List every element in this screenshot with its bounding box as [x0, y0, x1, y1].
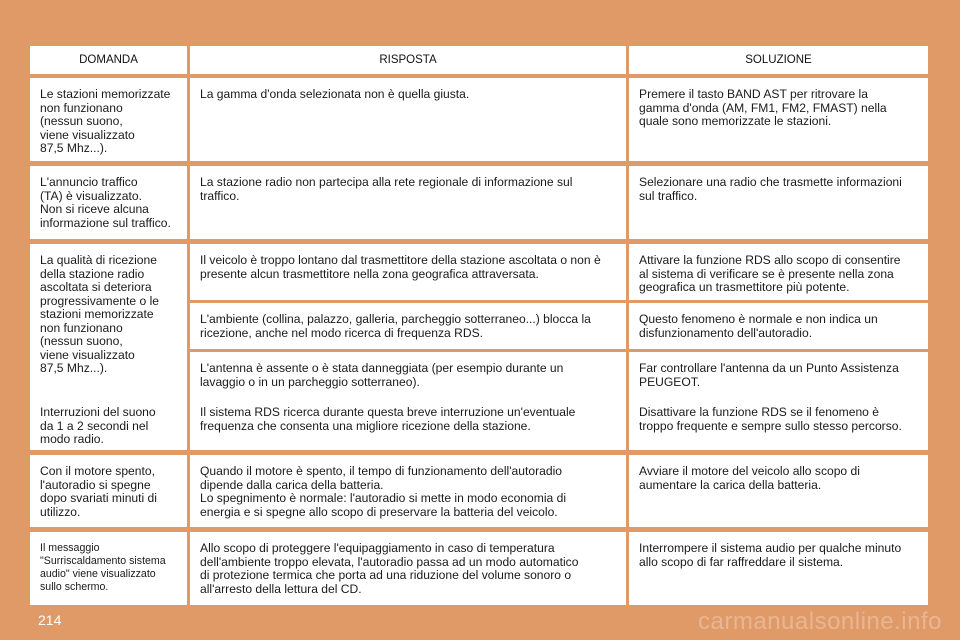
solution-cell: Far controllare l'antenna da un Punto Assistenza PEUGEOT.	[629, 352, 928, 399]
answer-cell: La stazione radio non partecipa alla rete regionale di informazione sul traffico.	[190, 166, 626, 239]
solution-cell: Premere il tasto BAND AST per ritrovare la gamma d'onda (AM, FM1, FM2, FMAST) nella quale sono memorizzate le stazioni.	[629, 78, 928, 161]
answer-cell: Quando il motore è spento, il tempo di funzionamento dell'autoradio dipende dalla carica della batteria. Lo spegnimento è normale: l'autoradio si mette in modo economia di energia e si spegne allo scopo di preservare la batteria del veicolo.	[190, 455, 626, 527]
answer-cell: La gamma d'onda selezionata non è quella giusta.	[190, 78, 626, 161]
answer-cell: Il sistema RDS ricerca durante questa breve interruzione un'eventuale frequenza che consenta una migliore ricezione della stazione.	[190, 396, 626, 450]
question-cell: La qualità di ricezione della stazione radio ascoltata si deteriora progressivamente o le stazioni memorizzate non funzionano (nessun suono, viene visualizzato 87,5 Mhz...).	[30, 244, 187, 399]
answer-cell: Il veicolo è troppo lontano dal trasmettitore della stazione ascoltata o non è presente alcun trasmettitore nella zona geografica attraversata.	[190, 244, 626, 300]
question-cell: Interruzioni del suono da 1 a 2 secondi nel modo radio.	[30, 396, 187, 450]
solution-cell: Disattivare la funzione RDS se il fenomeno è troppo frequente e sempre sullo stesso percorso.	[629, 396, 928, 450]
watermark: carmanualsonline.info	[698, 608, 942, 635]
answer-cell: L'ambiente (collina, palazzo, galleria, parcheggio sotterraneo...) blocca la ricezione, anche nel modo ricerca di frequenza RDS.	[190, 303, 626, 349]
solution-cell: Interrompere il sistema audio per qualche minuto allo scopo di far raffreddare il sistema.	[629, 532, 928, 605]
question-cell: Con il motore spento, l'autoradio si spegne dopo svariati minuti di utilizzo.	[30, 455, 187, 527]
header-question: DOMANDA	[30, 46, 187, 74]
solution-cell: Avviare il motore del veicolo allo scopo di aumentare la carica della batteria.	[629, 455, 928, 527]
answer-cell: Allo scopo di proteggere l'equipaggiamento in caso di temperatura dell'ambiente troppo elevata, l'autoradio passa ad un modo automatico di protezione termica che porta ad una riduzione del volume sonoro o all'arresto della lettura del CD.	[190, 532, 626, 605]
question-cell: Il messaggio "Surriscaldamento sistema audio" viene visualizzato sullo schermo.	[30, 532, 187, 605]
answer-cell: L'antenna è assente o è stata danneggiata (per esempio durante un lavaggio o in un parcheggio sotterraneo).	[190, 352, 626, 399]
header-solution: SOLUZIONE	[629, 46, 928, 74]
solution-cell: Attivare la funzione RDS allo scopo di consentire al sistema di verificare se è presente nella zona geografica un trasmettitore più potente.	[629, 244, 928, 300]
solution-cell: Selezionare una radio che trasmette informazioni sul traffico.	[629, 166, 928, 239]
page-number: 214	[38, 612, 62, 628]
solution-cell: Questo fenomeno è normale e non indica un disfunzionamento dell'autoradio.	[629, 303, 928, 349]
question-cell: Le stazioni memorizzate non funzionano (nessun suono, viene visualizzato 87,5 Mhz...).	[30, 78, 187, 161]
question-cell: L'annuncio traffico (TA) è visualizzato. Non si riceve alcuna informazione sul traffico.	[30, 166, 187, 239]
header-answer: RISPOSTA	[190, 46, 626, 74]
